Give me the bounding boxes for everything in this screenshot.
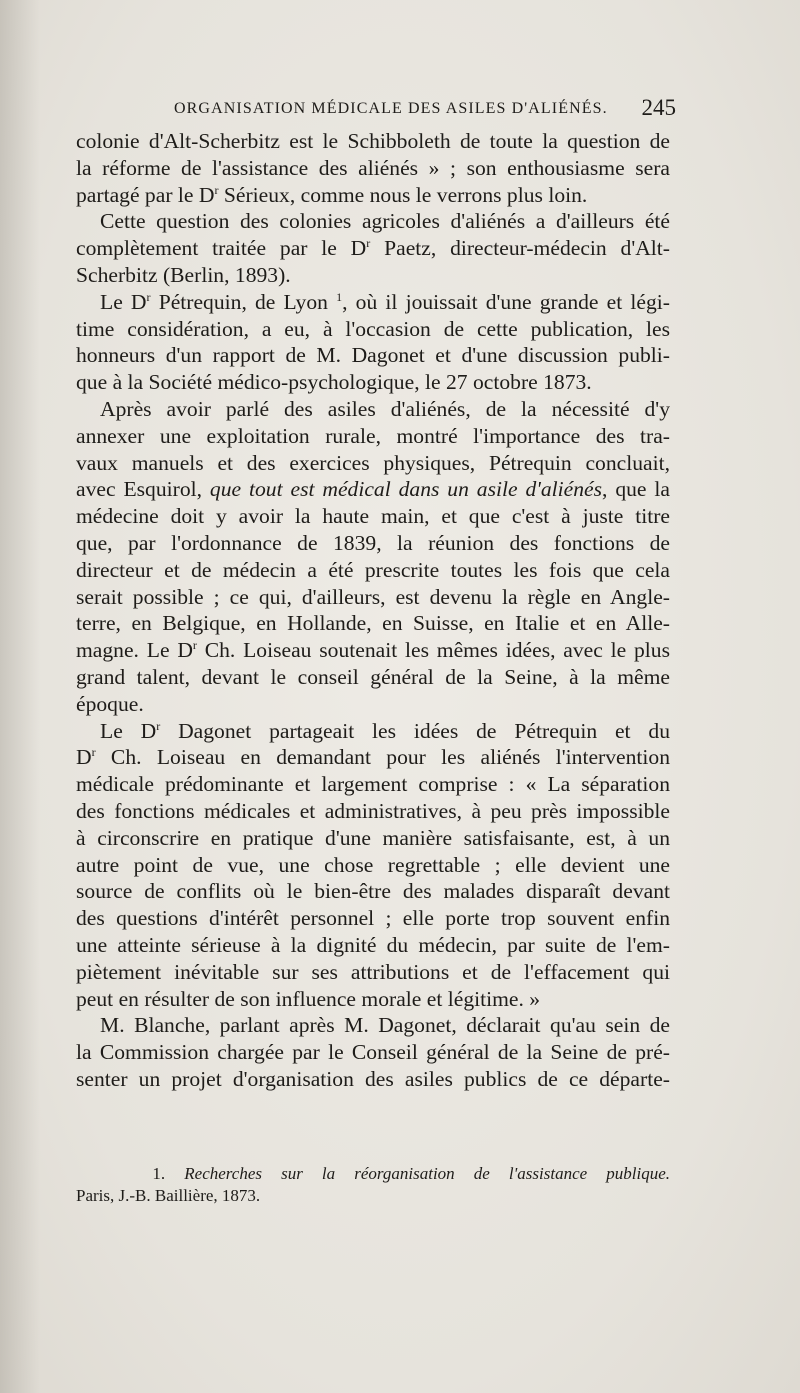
footnote-title: Recherches sur la réorganisation de l'assistance publique. [184, 1164, 670, 1183]
text-line: senter un projet d'organisation des asiles publics de ce départe- [76, 1066, 670, 1091]
binding-shadow [0, 0, 40, 1393]
text-line: source de conflits où le bien-être des malades disparaît devant [76, 879, 670, 904]
text-line: autre point de vue, une chose regrettable ; elle devient une [76, 852, 670, 877]
running-title: ORGANISATION MÉDICALE DES ASILES D'ALIÉNÉS. [174, 100, 608, 117]
text-line: une atteinte sérieuse à la dignité du médecin, par suite de l'em- [76, 932, 670, 957]
text-line: terre, en Belgique, en Hollande, en Suisse, en Italie et en Alle- [76, 611, 670, 636]
text-line: à circonscrire en pratique d'une manière satisfaisante, est, à un [76, 825, 670, 850]
footnote-imprint: Paris, J.-B. Baillière, 1873. [76, 1186, 261, 1205]
text-line: complètement traitée par le $D^r$ Paetz, directeur-médecin d'Alt- [76, 236, 670, 261]
text-line: directeur et de médecin a été prescrite toutes les fois que cela [76, 557, 670, 582]
text-line: Après avoir parlé des asiles d'aliénés, de la nécessité d'y [100, 396, 670, 421]
text-line: vaux manuels et des exercices physiques, Pétrequin concluait, [76, 450, 670, 475]
text-line: partagé par le $D^r$ Sérieux, comme nous le verrons plus loin. [76, 182, 588, 207]
text-line: que à la Société médico-psychologique, le 27 octobre 1873. [76, 370, 592, 395]
page-number: 245 [641, 95, 676, 120]
text-line: Le $D^r$ Pétrequin, de Lyon $^1$, où il jouissait d'une grande et légi- [100, 289, 670, 314]
text-line: grand talent, devant le conseil général de la Seine, à la même [76, 664, 670, 689]
footnote-number: 1. [152, 1164, 166, 1183]
text-line: Cette question des colonies agricoles d'aliénés a d'ailleurs été [100, 209, 670, 234]
text-line: M. Blanche, parlant après M. Dagonet, déclarait qu'au sein de [100, 1013, 670, 1038]
text-line: médecine doit y avoir la haute main, et que c'est à juste titre [76, 504, 670, 529]
footnote [76, 1163, 670, 1207]
text-line: magne. Le $D^r$ Ch. Loiseau soutenait les mêmes idées, avec le plus [76, 638, 671, 663]
text-line: annexer une exploitation rurale, montré l'importance des tra- [76, 423, 670, 448]
text-line: piètement inévitable sur ses attributions et de l'effacement qui [76, 959, 670, 984]
text-line: Le $D^r$ Dagonet partageait les idées de Pétrequin et du [100, 718, 670, 743]
text-line: que, par l'ordonnance de 1839, la réunion des fonctions de [76, 530, 670, 555]
text-line: des questions d'intérêt personnel ; elle porte trop souvent enfin [76, 906, 670, 931]
text-line: serait possible ; ce qui, d'ailleurs, est devenu la règle en Angle- [76, 584, 670, 609]
text-line: Scherbitz (Berlin, 1893). [76, 262, 291, 287]
page-header [76, 95, 676, 124]
text-line: honneurs d'un rapport de M. Dagonet et d'une discussion publi- [76, 343, 670, 368]
text-line: peut en résulter de son influence morale et légitime. » [76, 986, 541, 1011]
text-line: des fonctions médicales et administratives, à peu près impossible [76, 798, 670, 823]
text-line: colonie d'Alt-Scherbitz est le Schibboleth de toute la question de [76, 129, 670, 153]
text-line: avec Esquirol, que tout est médical dans un asile d'aliénés, que la [76, 477, 670, 502]
text-line: $D^r$ Ch. Loiseau en demandant pour les aliénés l'intervention [76, 745, 670, 770]
footnote-citation [76, 1163, 670, 1185]
body-text [76, 128, 670, 1093]
text-line: la Commission chargée par le Conseil général de la Seine de pré- [76, 1040, 670, 1065]
text-line: time considération, a eu, à l'occasion de cette publication, les [76, 316, 670, 341]
text-line: médicale prédominante et largement comprise : « La séparation [76, 772, 670, 797]
text-line: époque. [76, 691, 144, 716]
text-line: la réforme de l'assistance des aliénés » ; son enthousiasme sera [76, 155, 670, 180]
